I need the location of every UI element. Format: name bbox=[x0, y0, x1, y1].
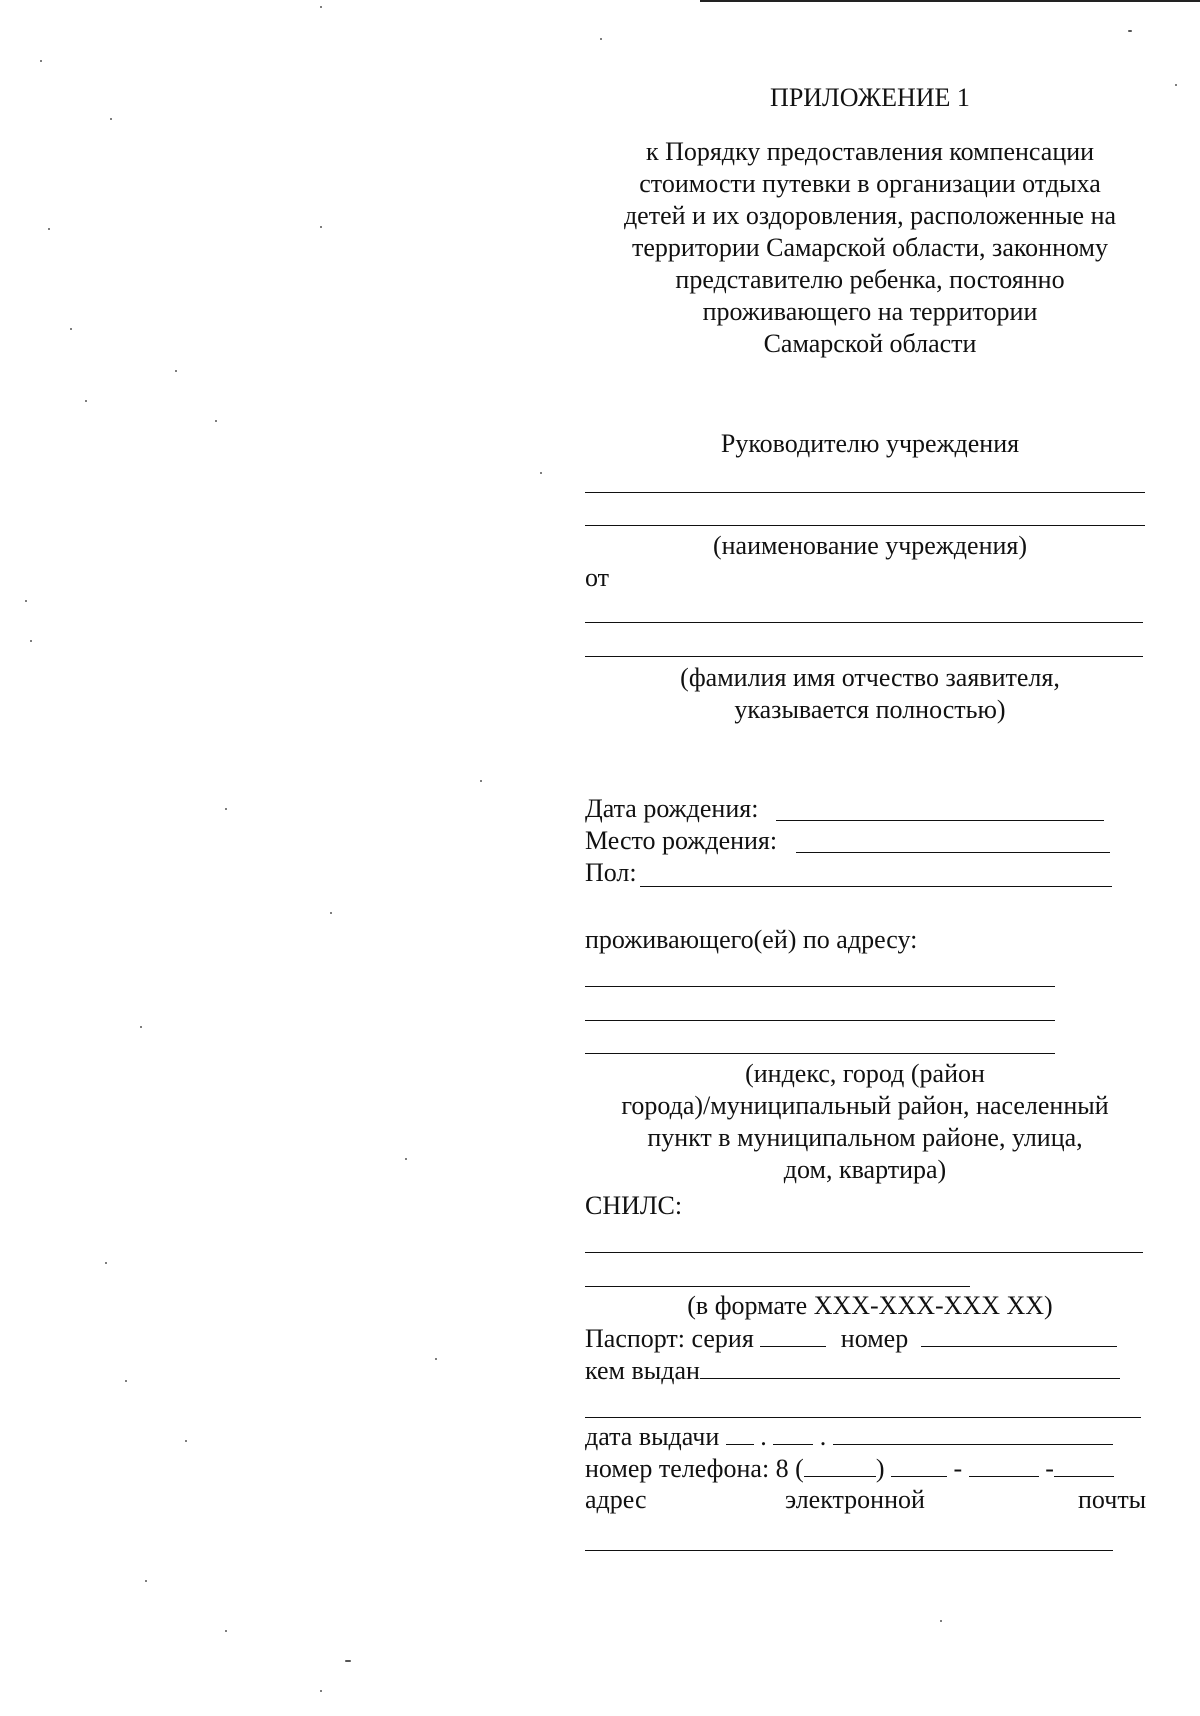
issue-date-row bbox=[585, 1420, 1113, 1453]
scan-speck bbox=[140, 1026, 142, 1028]
issue-date-dot-2: . bbox=[819, 1422, 827, 1451]
phone-part-3[interactable] bbox=[1054, 1452, 1114, 1477]
phone-part-1[interactable] bbox=[891, 1452, 947, 1477]
address-line-3[interactable] bbox=[585, 1053, 1055, 1054]
phone-paren: ) bbox=[875, 1454, 885, 1483]
passport-row bbox=[585, 1322, 1117, 1355]
institution-line-2[interactable] bbox=[585, 525, 1145, 526]
snils-format-hint: (в формате XXX-XXX-XXX XX) bbox=[687, 1291, 1053, 1320]
appendix-line-4: территории Самарской области, законному bbox=[632, 233, 1108, 262]
appendix-line-6: проживающего на территории bbox=[702, 297, 1038, 326]
scan-speck bbox=[320, 1690, 322, 1692]
applicant-line-2[interactable] bbox=[585, 656, 1143, 657]
scan-speck bbox=[435, 1358, 437, 1360]
birth-place-label: Место рождения: bbox=[585, 826, 778, 855]
institution-line-1[interactable] bbox=[585, 492, 1145, 493]
address-hint-1: (индекс, город (район bbox=[745, 1059, 985, 1088]
issued-by-line-2[interactable] bbox=[585, 1417, 1141, 1418]
snils-label: СНИЛС: bbox=[585, 1191, 683, 1220]
phone-prefix: номер телефона: 8 ( bbox=[585, 1454, 804, 1483]
address-hint-2: города)/муниципальный район, населенный bbox=[621, 1091, 1109, 1120]
address-hint-3: пункт в муниципальном районе, улица, bbox=[647, 1123, 1083, 1152]
birth-place-field[interactable] bbox=[796, 852, 1110, 853]
appendix-title: ПРИЛОЖЕНИЕ 1 bbox=[770, 83, 970, 112]
scan-speck bbox=[70, 328, 72, 330]
gender-label: Пол: bbox=[585, 858, 637, 887]
residing-label: проживающего(ей) по адресу: bbox=[585, 925, 918, 954]
issue-date-label: дата выдачи bbox=[585, 1422, 720, 1451]
scan-speck bbox=[30, 640, 32, 642]
issued-by-label: кем выдан bbox=[585, 1356, 700, 1385]
address-line-2[interactable] bbox=[585, 1020, 1055, 1021]
issued-by-field[interactable] bbox=[700, 1354, 1120, 1379]
passport-series-label: Паспорт: серия bbox=[585, 1324, 754, 1353]
scan-speck bbox=[320, 226, 322, 228]
issue-date-dot-1: . bbox=[760, 1422, 767, 1451]
phone-area-code[interactable] bbox=[804, 1452, 876, 1477]
scan-speck bbox=[145, 1580, 147, 1582]
appendix-line-7: Самарской области bbox=[763, 329, 977, 358]
scan-speck bbox=[320, 6, 322, 8]
scan-speck bbox=[225, 808, 227, 810]
applicant-hint-2: указывается полностью) bbox=[734, 695, 1006, 724]
scan-speck bbox=[215, 420, 217, 422]
snils-line-2[interactable] bbox=[585, 1286, 970, 1287]
scan-speck bbox=[345, 1660, 351, 1662]
scan-speck bbox=[125, 1380, 127, 1382]
appendix-line-1: к Порядку предоставления компенсации bbox=[645, 137, 1095, 166]
issue-date-month[interactable] bbox=[773, 1420, 813, 1445]
phone-dash-1: - bbox=[953, 1454, 963, 1483]
scan-speck bbox=[175, 370, 177, 372]
scan-speck bbox=[185, 1440, 187, 1442]
scan-speck bbox=[480, 780, 482, 782]
email-word-2: электронной bbox=[785, 1485, 925, 1514]
applicant-hint-1: (фамилия имя отчество заявителя, bbox=[680, 663, 1060, 692]
applicant-line-1[interactable] bbox=[585, 622, 1143, 623]
email-word-3: почты bbox=[1078, 1485, 1147, 1514]
email-word-1: адрес bbox=[585, 1485, 647, 1514]
passport-number-label: номер bbox=[840, 1324, 909, 1353]
institution-hint: (наименование учреждения) bbox=[712, 531, 1028, 560]
birth-date-label: Дата рождения: bbox=[585, 794, 759, 823]
scan-speck bbox=[105, 1262, 107, 1264]
scan-speck bbox=[330, 912, 332, 914]
email-field[interactable] bbox=[585, 1550, 1113, 1551]
birth-date-field[interactable] bbox=[776, 820, 1104, 821]
phone-dash-2: - bbox=[1045, 1454, 1054, 1483]
from-label: от bbox=[585, 563, 610, 592]
phone-row bbox=[585, 1452, 1114, 1485]
appendix-line-3: детей и их оздоровления, расположенные на bbox=[623, 201, 1117, 230]
scan-speck bbox=[225, 1630, 227, 1632]
address-hint-4: дом, квартира) bbox=[783, 1155, 947, 1184]
scan-speck bbox=[405, 1158, 407, 1160]
top-edge-line bbox=[700, 0, 1200, 2]
issue-date-year[interactable] bbox=[833, 1420, 1113, 1445]
scan-speck bbox=[540, 472, 542, 474]
scan-speck bbox=[25, 600, 27, 602]
phone-part-2[interactable] bbox=[969, 1452, 1039, 1477]
scan-speck bbox=[85, 400, 87, 402]
issue-date-day[interactable] bbox=[726, 1420, 754, 1445]
scan-speck bbox=[940, 1620, 942, 1622]
scan-speck bbox=[110, 118, 112, 120]
issued-by-row bbox=[585, 1354, 1120, 1387]
addressee-heading: Руководителю учреждения bbox=[720, 429, 1020, 458]
appendix-line-5: представителю ребенка, постоянно bbox=[675, 265, 1065, 294]
gender-field[interactable] bbox=[640, 886, 1112, 887]
address-line-1[interactable] bbox=[585, 986, 1055, 987]
scan-speck bbox=[48, 228, 50, 230]
appendix-line-2: стоимости путевки в организации отдыха bbox=[639, 169, 1101, 198]
passport-series-field[interactable] bbox=[760, 1322, 826, 1347]
scan-speck bbox=[40, 60, 42, 62]
scan-speck bbox=[600, 38, 602, 40]
scan-speck bbox=[1175, 84, 1177, 86]
passport-number-field[interactable] bbox=[921, 1322, 1117, 1347]
scan-speck bbox=[1128, 30, 1132, 32]
snils-line-1[interactable] bbox=[585, 1252, 1143, 1253]
